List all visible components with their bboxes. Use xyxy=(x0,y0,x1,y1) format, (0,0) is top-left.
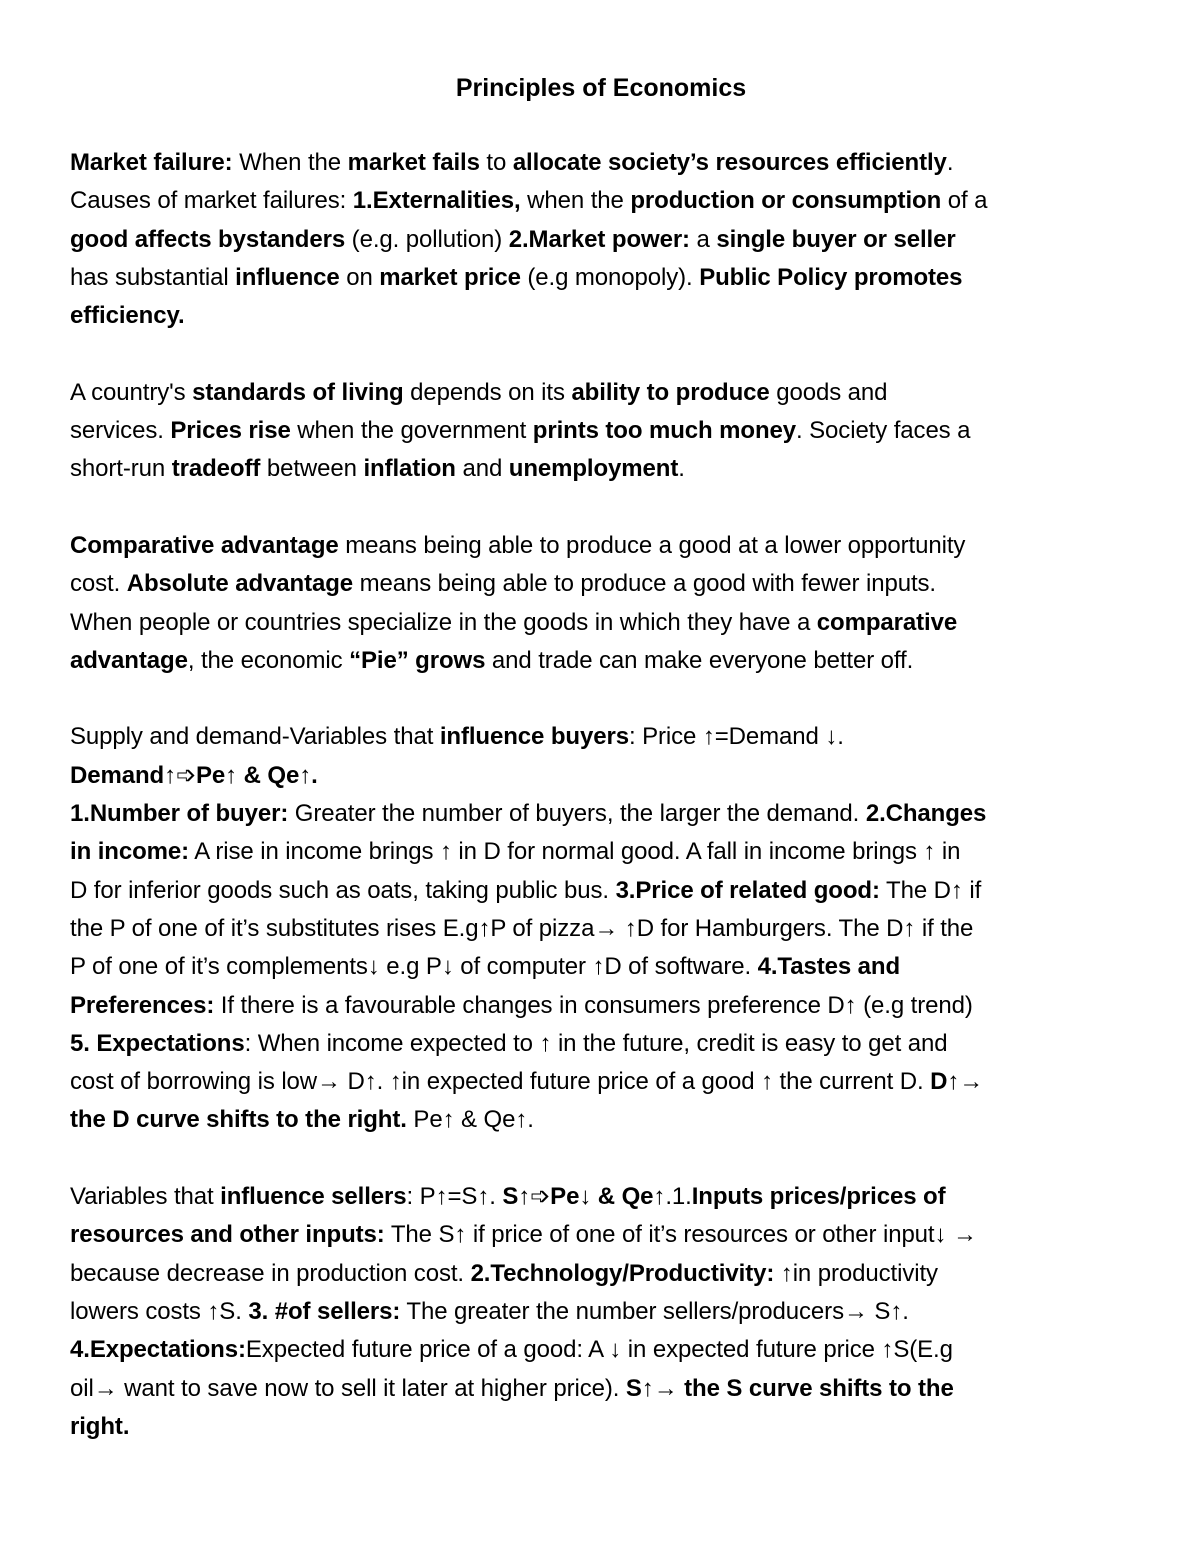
bold-text: market price xyxy=(379,263,521,291)
body-text: means being able to produce a good at a lower opportunity xyxy=(338,531,966,559)
text-line xyxy=(70,910,1132,948)
body-text: : When income expected to ↑ in the future, credit is easy to get and xyxy=(244,1029,948,1057)
body-text: The greater the number sellers/producers→ S↑. xyxy=(400,1297,909,1325)
text-line xyxy=(70,1178,1132,1216)
text-line xyxy=(70,374,1132,412)
bold-text: inflation xyxy=(363,455,456,483)
body-text: Pe↑ & Qe↑. xyxy=(406,1106,534,1134)
text-line xyxy=(70,527,1132,565)
text-line xyxy=(70,833,1132,871)
body-text: goods and xyxy=(769,378,888,406)
body-text: (e.g monopoly). xyxy=(520,263,700,291)
bold-text: 3. #of sellers: xyxy=(248,1297,401,1325)
text-line xyxy=(70,565,1132,603)
document-body xyxy=(70,144,1132,1446)
text-line xyxy=(70,1293,1132,1331)
paragraph-2 xyxy=(70,374,1132,489)
bold-text: efficiency. xyxy=(70,302,185,330)
body-text: to xyxy=(479,149,513,176)
bold-text: right. xyxy=(70,1412,130,1440)
body-text: Expected future price of a good: A ↓ in expected future price ↑S(E.g xyxy=(245,1336,953,1364)
bold-text: comparative xyxy=(816,608,958,636)
text-line xyxy=(70,144,1132,182)
body-text: : Price ↑=Demand ↓. xyxy=(628,723,844,751)
bold-text: single buyer or seller xyxy=(716,225,956,253)
text-line xyxy=(70,1216,1132,1254)
body-text: because decrease in production cost. xyxy=(70,1259,471,1287)
body-text: . Society faces a xyxy=(796,417,971,445)
bold-text: S↑→ the S curve shifts to the xyxy=(625,1374,954,1402)
bold-text: allocate society’s resources efficiently xyxy=(512,149,947,176)
bold-text: Inputs prices/prices of xyxy=(691,1183,946,1211)
bold-text: prints too much money xyxy=(532,417,797,445)
text-line xyxy=(70,1408,1132,1446)
text-line xyxy=(70,412,1132,450)
body-text: The D↑ if xyxy=(879,876,982,904)
body-text: of a xyxy=(941,187,988,215)
bold-text: Preferences: xyxy=(70,991,215,1019)
body-text: means being able to produce a good with fewer inputs. xyxy=(353,570,936,598)
body-text: The S↑ if price of one of it’s resources or other input↓ → xyxy=(384,1221,977,1249)
body-text: A rise in income brings ↑ in D for normal good. A fall in income brings ↑ in xyxy=(189,838,961,866)
body-text: and trade can make everyone better off. xyxy=(485,646,914,674)
bold-text: “Pie” grows xyxy=(349,646,486,674)
paragraph-1 xyxy=(70,144,1132,335)
text-line xyxy=(70,1370,1132,1408)
body-text: Causes of market failures: xyxy=(70,187,353,215)
bold-text: influence xyxy=(235,263,340,291)
body-text: . xyxy=(946,149,954,176)
bold-text: production or consumption xyxy=(630,187,942,215)
text-line xyxy=(70,948,1132,986)
bold-text: D↑→ xyxy=(930,1068,984,1096)
bold-text: good affects bystanders xyxy=(70,225,346,253)
bold-text: Demand↑➩Pe↑ & Qe↑. xyxy=(70,761,318,789)
body-text: When people or countries specialize in the goods in which they have a xyxy=(70,608,817,636)
bold-text: 3.Price of related good: xyxy=(615,876,880,904)
body-text: lowers costs ↑S. xyxy=(70,1297,249,1325)
bold-text: 2.Market power: xyxy=(508,225,690,253)
body-text: If there is a favourable changes in consumers preference D↑ (e.g trend) xyxy=(214,991,973,1019)
text-line xyxy=(70,1025,1132,1063)
document-title: Principles of Economics xyxy=(455,74,747,102)
bold-text: influence sellers xyxy=(220,1183,407,1211)
bold-text: in income: xyxy=(70,838,190,866)
bold-text: 2.Technology/Productivity: xyxy=(470,1259,775,1287)
paragraph-4 xyxy=(70,718,1132,1139)
body-text: .1. xyxy=(665,1183,692,1211)
text-line xyxy=(70,1063,1132,1101)
bold-text: influence buyers xyxy=(439,723,629,751)
body-text: . xyxy=(678,455,685,483)
bold-text: Market failure: xyxy=(70,149,233,176)
body-text: cost of borrowing is low→ D↑. ↑in expected future price of a good ↑ the current D. xyxy=(70,1068,931,1096)
text-line xyxy=(70,1255,1132,1293)
bold-text: S↑➩Pe↓ & Qe↑ xyxy=(502,1183,666,1211)
body-text: : P↑=S↑. xyxy=(406,1183,503,1211)
body-text: the P of one of it’s substitutes rises E.g↑P of pizza→ ↑D for Hamburgers. The D↑ if the xyxy=(70,914,974,942)
text-line xyxy=(70,182,1132,220)
bold-text: ability to produce xyxy=(571,378,770,406)
body-text: ↑in productivity xyxy=(774,1259,938,1287)
body-text: (e.g. pollution) xyxy=(345,225,509,253)
bold-text: 4.Expectations: xyxy=(70,1336,246,1364)
bold-text: tradeoff xyxy=(171,455,261,483)
text-line xyxy=(70,259,1132,297)
body-text: D for inferior goods such as oats, taking public bus. xyxy=(70,876,616,904)
bold-text: advantage xyxy=(70,646,188,674)
body-text: when the xyxy=(520,187,631,215)
bold-text: market fails xyxy=(347,149,480,176)
body-text: short-run xyxy=(70,455,172,483)
bold-text: 1.Externalities, xyxy=(352,187,521,215)
body-text: Greater the number of buyers, the larger the demand. xyxy=(288,800,866,828)
bold-text: 5. Expectations xyxy=(70,1029,245,1057)
bold-text: unemployment xyxy=(508,455,679,483)
body-text: cost. xyxy=(70,570,127,598)
body-text: has substantial xyxy=(70,263,236,291)
body-text: when the government xyxy=(290,417,533,445)
body-text: and xyxy=(455,455,509,483)
body-text: When the xyxy=(232,149,348,176)
bold-text: resources and other inputs: xyxy=(70,1221,385,1249)
text-line xyxy=(70,718,1132,756)
bold-text: Absolute advantage xyxy=(126,570,354,598)
body-text: A country's xyxy=(70,378,193,406)
paragraph-3 xyxy=(70,527,1132,680)
text-line xyxy=(70,450,1132,488)
body-text: , the economic xyxy=(187,646,350,674)
body-text: Supply and demand-Variables that xyxy=(70,723,440,751)
bold-text: 4.Tastes and xyxy=(757,953,901,981)
body-text: depends on its xyxy=(403,378,572,406)
text-line xyxy=(70,642,1132,680)
bold-text: 1.Number of buyer: xyxy=(70,800,289,828)
body-text: services. xyxy=(70,417,171,445)
paragraph-5 xyxy=(70,1178,1132,1446)
text-line xyxy=(70,221,1132,259)
text-line xyxy=(70,872,1132,910)
text-line xyxy=(70,1331,1132,1369)
bold-text: standards of living xyxy=(192,378,404,406)
body-text: Variables that xyxy=(70,1183,221,1211)
bold-text: the D curve shifts to the right. xyxy=(70,1106,407,1134)
text-line xyxy=(70,795,1132,833)
bold-text: Comparative advantage xyxy=(70,531,339,559)
body-text: oil→ want to save now to sell it later at higher price). xyxy=(70,1374,626,1402)
text-line xyxy=(70,604,1132,642)
body-text: on xyxy=(339,263,380,291)
text-line xyxy=(70,297,1132,335)
body-text: a xyxy=(689,225,717,253)
body-text: between xyxy=(260,455,364,483)
bold-text: Prices rise xyxy=(170,417,291,445)
text-line xyxy=(70,757,1132,795)
text-line xyxy=(70,987,1132,1025)
body-text: P of one of it’s complements↓ e.g P↓ of computer ↑D of software. xyxy=(70,953,758,981)
text-line xyxy=(70,1101,1132,1139)
bold-text: Public Policy promotes xyxy=(699,263,963,291)
bold-text: 2.Changes xyxy=(865,800,987,828)
